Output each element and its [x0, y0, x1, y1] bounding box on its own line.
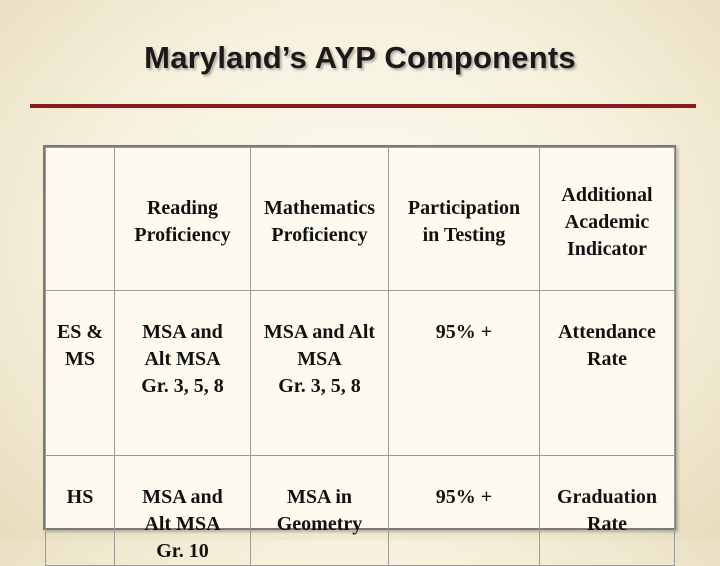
title-divider: [30, 104, 696, 108]
ayp-components-table: [45, 147, 675, 566]
header-line: Additional: [561, 183, 653, 206]
cell-line: MSA in: [286, 486, 353, 508]
cell-es-ms-mathematics: [251, 291, 389, 456]
cell-line: MSA and Alt: [263, 321, 376, 343]
header-line: Reading: [146, 197, 219, 219]
header-additional-academic-indicator: [540, 148, 675, 291]
cell-es-ms-indicator: [540, 291, 675, 456]
cell-line: Geometry: [276, 513, 363, 535]
cell-es-ms-reading: [115, 291, 251, 456]
cell-hs-mathematics: [251, 456, 389, 566]
header-corner-cell: [46, 148, 115, 291]
ayp-components-table-container: [43, 145, 676, 562]
header-line: Indicator: [567, 237, 647, 260]
cell-hs-reading: [115, 456, 251, 566]
row-label-es-ms: [46, 291, 115, 456]
header-line: Proficiency: [134, 224, 231, 246]
cell-line: MSA: [297, 348, 342, 370]
cell-line: Alt MSA: [144, 513, 221, 535]
header-participation-in-testing: [389, 148, 540, 291]
cell-line: 95% +: [435, 486, 493, 508]
table-row-hs: [46, 456, 675, 566]
header-line: Proficiency: [271, 224, 368, 246]
cell-line: Rate: [587, 513, 627, 535]
header-line: in Testing: [422, 224, 506, 246]
header-line: Academic: [564, 210, 650, 233]
row-label-line: HS: [66, 486, 94, 508]
slide-title: Maryland’s AYP Components: [144, 40, 576, 75]
header-line: Participation: [407, 197, 521, 219]
row-label-line: ES &: [56, 321, 104, 343]
cell-line: Gr. 3, 5, 8: [141, 375, 224, 397]
row-label-line: MS: [65, 348, 95, 370]
cell-hs-indicator: [540, 456, 675, 566]
header-line: Mathematics: [263, 197, 376, 219]
header-reading-proficiency: [115, 148, 251, 291]
header-mathematics-proficiency: [251, 148, 389, 291]
cell-line: Attendance: [558, 321, 656, 343]
cell-line: 95% +: [435, 321, 493, 343]
cell-line: Gr. 3, 5, 8: [278, 375, 361, 397]
cell-line: Alt MSA: [144, 348, 221, 370]
table-header-row: [46, 148, 675, 291]
cell-es-ms-participation: [389, 291, 540, 456]
cell-line: Graduation: [556, 486, 658, 508]
cell-hs-participation: [389, 456, 540, 566]
cell-line: MSA and: [142, 486, 223, 508]
cell-line: MSA and: [142, 321, 223, 343]
cell-line: Rate: [587, 348, 627, 370]
cell-line: Gr. 10: [156, 540, 209, 562]
table-row-es-ms: [46, 291, 675, 456]
row-label-hs: [46, 456, 115, 566]
